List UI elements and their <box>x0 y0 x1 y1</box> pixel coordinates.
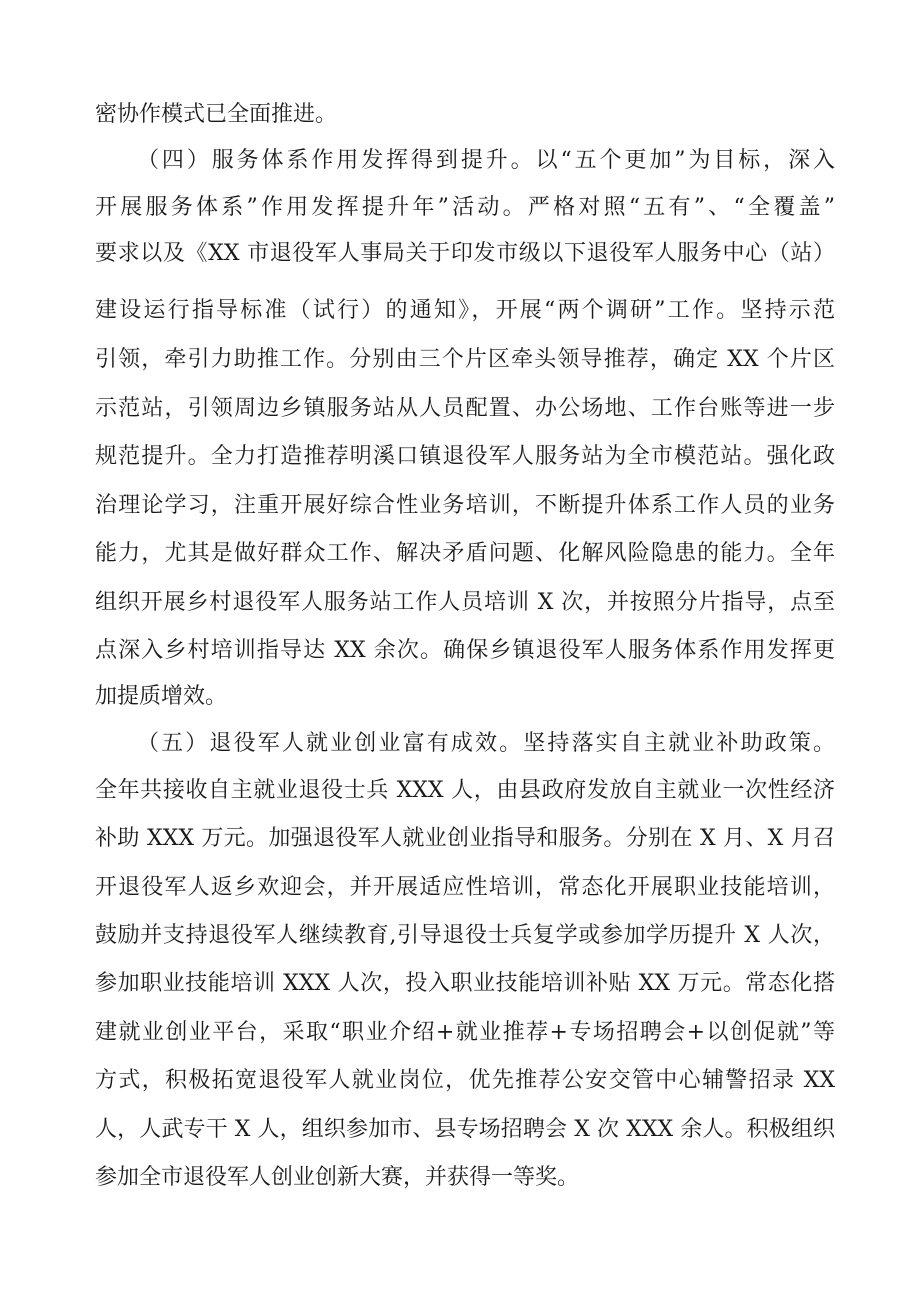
text-line: 示范站，引领周边乡镇服务站从人员配置、办公场地、工作台账等进一步 <box>95 396 835 421</box>
text-line: 人，人武专干 X 人，组织参加市、县专场招聘会 X 次 XXX 余人。积极组织 <box>95 1117 835 1142</box>
text-line: 组织开展乡村退役军人服务站工作人员培训 X 次，并按照分片指导，点至 <box>95 590 835 615</box>
text-line: 鼓励并支持退役军人继续教育,引导退役士兵复学或参加学历提升 X 人次， <box>95 923 835 948</box>
text-line: 参加职业技能培训 XXX 人次，投入职业技能培训补贴 XX 万元。常态化搭 <box>95 971 835 996</box>
text-line: 方式，积极拓宽退役军人就业岗位，优先推荐公安交管中心辅警招录 XX <box>95 1068 835 1093</box>
text-line: 引领，牵引力助推工作。分别由三个片区牵头领导推荐，确定 XX 个片区 <box>95 347 835 372</box>
text-line: 开退役军人返乡欢迎会，并开展适应性培训，常态化开展职业技能培训， <box>95 875 835 900</box>
text-line: 加提质增效。 <box>95 684 228 709</box>
text-line: 建就业创业平台，采取“职业介绍+就业推荐+专场招聘会+以创促就”等 <box>95 1020 835 1045</box>
text-line: 规范提升。全力打造推荐明溪口镇退役军人服务站为全市模范站。强化政 <box>95 444 835 469</box>
section-heading-line: （五）退役军人就业创业富有成效。坚持落实自主就业补助政策。 <box>137 731 835 756</box>
text-line: 全年共接收自主就业退役士兵 XXX 人，由县政府发放自主就业一次性经济 <box>95 778 835 803</box>
text-line: 治理论学习，注重开展好综合性业务培训，不断提升体系工作人员的业务 <box>95 493 835 518</box>
text-line: 参加全市退役军人创业创新大赛，并获得一等奖。 <box>95 1165 580 1190</box>
text-line: 开展服务体系”作用发挥提升年”活动。严格对照“五有”、“全覆盖” <box>95 195 835 220</box>
text-line: 补助 XXX 万元。加强退役军人就业创业指导和服务。分别在 X 月、X 月召 <box>95 826 835 851</box>
text-line: 点深入乡村培训指导达 XX 余次。确保乡镇退役军人服务体系作用发挥更 <box>95 638 835 663</box>
text-line: 能力，尤其是做好群众工作、解决矛盾问题、化解风险隐患的能力。全年 <box>95 541 835 566</box>
section-heading-line: （四）服务体系作用发挥得到提升。以“五个更加”为目标，深入 <box>137 148 835 173</box>
text-line: 密协作模式已全面推进。 <box>95 102 338 127</box>
text-line: 建设运行指导标准（试行）的通知》，开展“两个调研”工作。坚持示范 <box>95 298 835 323</box>
text-line: 要求以及《XX 市退役军人事局关于印发市级以下退役军人服务中心（站） <box>95 241 835 266</box>
